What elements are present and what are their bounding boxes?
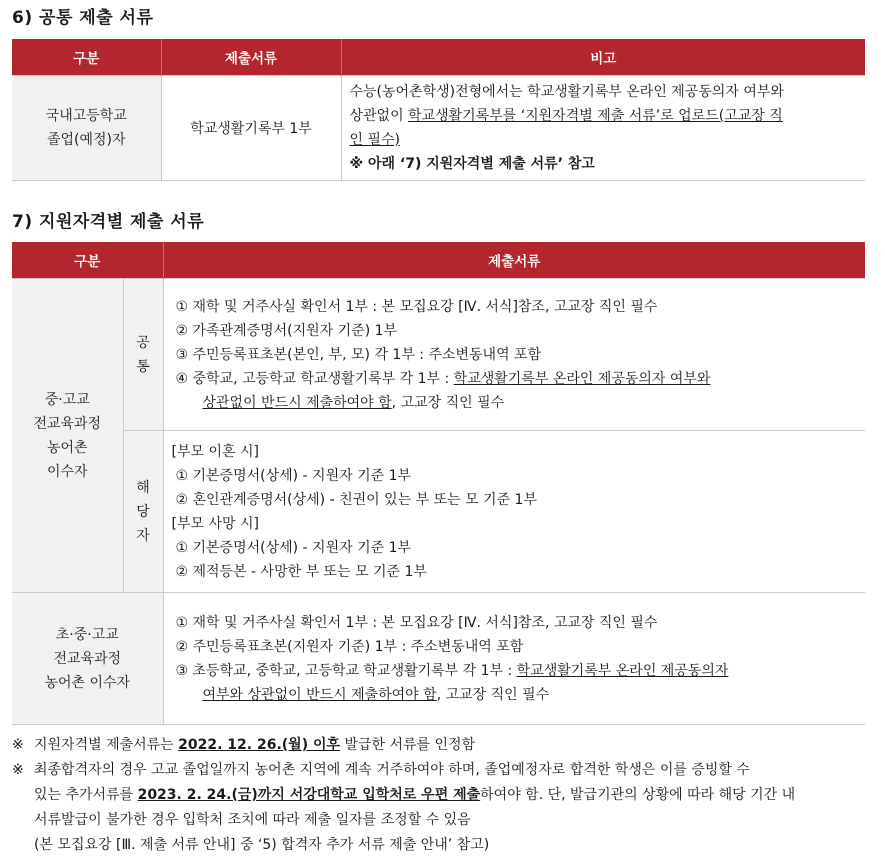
list-item: ③ 주민등록표초본(본인, 부, 모) 각 1부 : 주소변동내역 포함	[175, 346, 542, 363]
remark-cell	[341, 76, 865, 181]
list-item: ② 혼인관계증명서(상세) - 친권이 있는 부 또는 모 기준 1부	[175, 491, 537, 508]
list-item: ④ 중학교, 고등학교 학교생활기록부 각 1부 : 학교생활기록부 온라인 제공동의자 여부와	[175, 370, 711, 387]
death-label: [부모 사망 시]	[171, 515, 259, 532]
group-2-documents-cell	[163, 593, 865, 725]
list-item-cont: 상관없이 반드시 제출하여야 함, 고교장 직인 필수	[202, 394, 505, 411]
remark-text: 수능(농어촌학생)전형에서는 학교생활기록부 온라인 제공동의자 여부와	[349, 84, 784, 100]
list-item: ③ 초등학교, 중학교, 고등학교 학교생활기록부 각 1부 : 학교생활기록부 온라인 제공동의자	[175, 662, 729, 679]
note-3: (본 모집요강 [Ⅲ. 제출 서류 안내] 중 ‘5) 합격자 추가 서류 제출 안내’ 참고)	[34, 837, 490, 853]
category-label: 졸업(예정)자	[46, 132, 126, 148]
col-header-category: 구분	[12, 242, 163, 279]
group-1-label: 중·고교 전교육과정 농어촌 이수자	[12, 279, 123, 593]
notes	[12, 733, 868, 858]
col-header-documents: 제출서류	[161, 39, 341, 76]
group-2-label: 초·중·고교 전교육과정 농어촌 이수자	[12, 593, 163, 725]
document-cell: 학교생활기록부 1부	[161, 76, 341, 181]
list-item: ① 기본증명서(상세) - 지원자 기준 1부	[175, 467, 411, 484]
section-7-title: 7) 지원자격별 제출 서류	[12, 212, 205, 232]
list-item: ① 재학 및 거주사실 확인서 1부 : 본 모집요강 [Ⅳ. 서식]참조, 고교장 직인 필수	[175, 614, 658, 631]
common-documents-table	[12, 39, 865, 181]
category-label: 국내고등학교	[45, 108, 127, 124]
table-row	[12, 76, 865, 181]
divorce-label: [부모 이혼 시]	[171, 443, 259, 460]
list-item: ② 가족관계증명서(지원자 기준) 1부	[175, 322, 398, 339]
list-item: ② 주민등록표초본(지원자 기준) 1부 : 주소변동내역 포함	[175, 638, 524, 655]
note-2: ※ 최종합격자의 경우 고교 졸업일까지 농어촌 지역에 계속 거주하여야 하며, 졸업예정자로 합격한 학생은 이를 증빙할 수 있는 추가서류를 2023. 2. 24.(금)까지 서강대학교 입학처로 우편 제출하여야 함. 단, 발급기관의 상황에 따라 해당 기간 내 서류발급이 불가한 경우 입학처 조치에 따라 제출 일자를 조정할 수 있음	[12, 762, 796, 828]
list-item-cont: 여부와 상관없이 반드시 제출하여야 함, 고교장 직인 필수	[202, 686, 550, 703]
list-item: ① 재학 및 거주사실 확인서 1부 : 본 모집요강 [Ⅳ. 서식]참조, 고교장 직인 필수	[175, 298, 658, 315]
qualification-documents-table	[12, 242, 865, 725]
col-header-documents: 제출서류	[163, 242, 865, 279]
note-1: ※ 지원자격별 제출서류는 2022. 12. 26.(월) 이후 발급한 서류를 인정함	[12, 737, 476, 753]
remark-text: 인 필수)	[349, 132, 400, 148]
col-header-remarks: 비고	[341, 39, 865, 76]
common-sublabel: 공 통	[123, 279, 163, 431]
list-item: ② 제적등본 - 사망한 부 또는 모 기준 1부	[175, 563, 427, 580]
common-documents-cell	[163, 279, 865, 431]
category-cell	[12, 76, 161, 181]
list-item: ① 기본증명서(상세) - 지원자 기준 1부	[175, 539, 411, 556]
col-header-category: 구분	[12, 39, 161, 76]
applicable-sublabel: 해 당 자	[123, 431, 163, 593]
table-row	[12, 279, 865, 431]
table-row	[12, 593, 865, 725]
remark-text: 상관없이 학교생활기록부를 ‘지원자격별 제출 서류’로 업로드(고교장 직	[349, 108, 783, 124]
remark-reference: ※ 아래 ‘7) 지원자격별 제출 서류’ 참고	[349, 156, 595, 172]
applicable-documents-cell	[163, 431, 865, 593]
section-6-title: 6) 공통 제출 서류	[12, 8, 154, 28]
table-row	[12, 431, 865, 593]
